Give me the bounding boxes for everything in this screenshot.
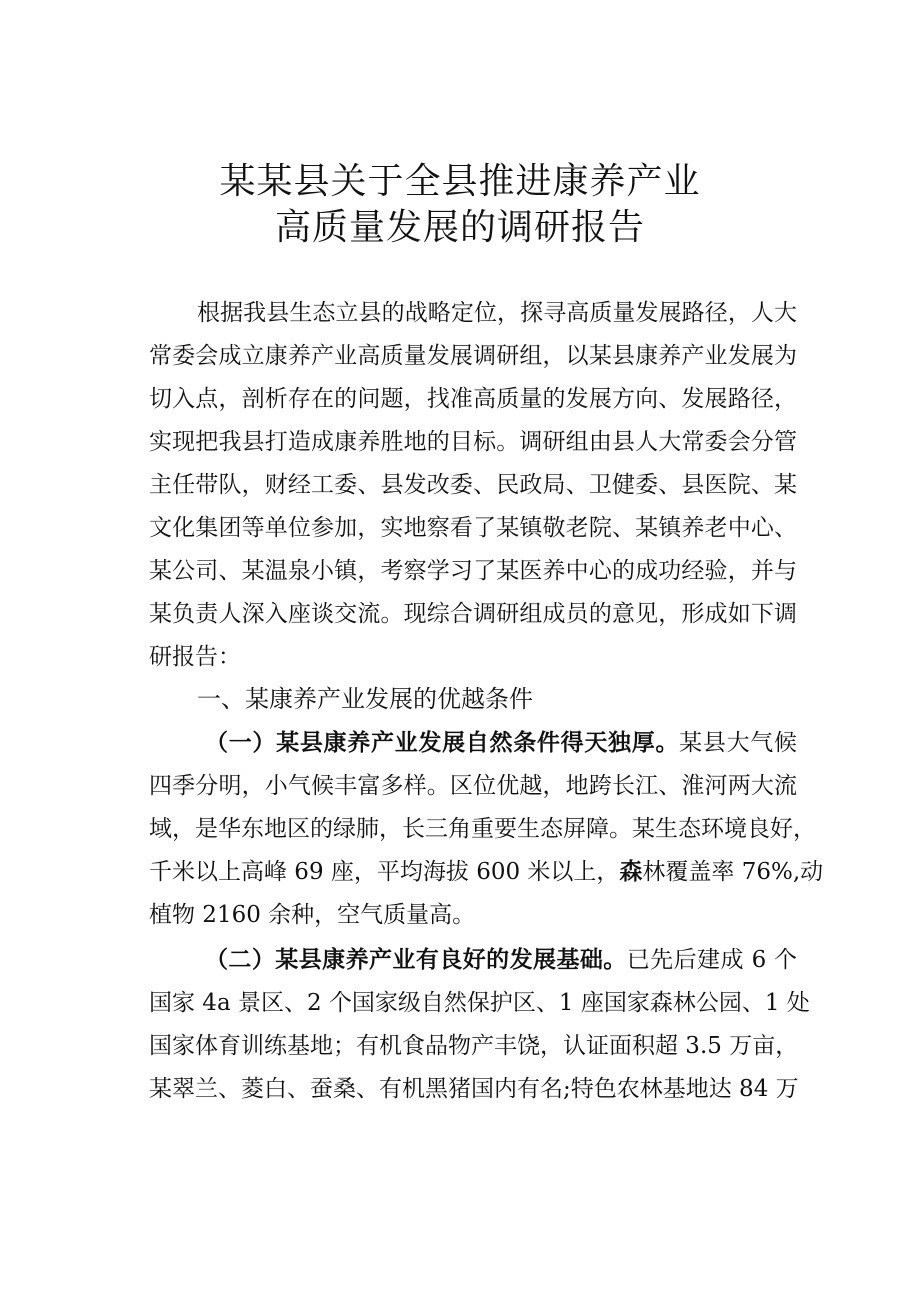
intro-line-3: 切入点，剖析存在的问题，找准高质量的发展方向、发展路径， (149, 386, 797, 412)
sub-2-line-1-rest: 已先后建成 6 个 (626, 947, 797, 973)
intro-line-6: 文化集团等单位参加，实地察看了某镇敬老院、某镇养老中心、 (149, 515, 797, 541)
intro-line-7: 某公司、某温泉小镇，考察学习了某医养中心的成功经验，并与 (149, 558, 797, 584)
sub-2-line-3: 国家体育训练基地；有机食品物产丰饶，认证面积超 3.5 万亩， (149, 1033, 799, 1059)
sub-1-line-1 (205, 728, 797, 758)
sub-1-line-4-a: 千米以上高峰 69 座，平均海拔 600 米以上， (149, 859, 620, 885)
intro-line-1: 根据我县生态立县的战略定位，探寻高质量发展路径，人大 (197, 300, 797, 326)
sub-2-line-2: 国家 4a 景区、2 个国家级自然保护区、1 座国家森林公园、1 处 (149, 990, 810, 1016)
sub-1-line-4 (149, 857, 824, 887)
sub-1-line-5: 植物 2160 余种，空气质量高。 (149, 902, 476, 928)
report-title-line-2: 高质量发展的调研报告 (274, 207, 645, 248)
section-1-heading: 一、某康养产业发展的优越条件 (197, 685, 533, 713)
intro-line-5: 主任带队，财经工委、县发改委、民政局、卫健委、县医院、某 (149, 472, 797, 498)
intro-line-8: 某负责人深入座谈交流。现综合调研组成员的意见，形成如下调 (149, 601, 797, 627)
sub-2-bold-title: （二）某县康养产业有良好的发展基础。 (205, 946, 627, 973)
sub-1-line-2: 四季分明，小气候丰富多样。区位优越，地跨长江、淮河两大流 (149, 773, 797, 799)
sub-1-bold-title: （一）某县康养产业发展自然条件得天独厚。 (205, 729, 680, 756)
intro-line-4: 实现把我县打造成康养胜地的目标。调研组由县人大常委会分管 (149, 429, 797, 455)
sub-1-line-3: 域，是华东地区的绿肺，长三角重要生态屏障。某生态环境良好， (149, 816, 816, 842)
intro-line-9: 研报告： (149, 644, 241, 670)
sub-2-line-4: 某翠兰、菱白、蚕桑、有机黑猪国内有名;特色农林基地达 84 万 (149, 1076, 799, 1102)
sub-1-line-4-b: 林覆盖率 76%,动 (642, 859, 824, 885)
sub-2-line-1 (205, 945, 797, 975)
sub-1-line-1-rest: 某县大气候 (679, 730, 798, 756)
intro-line-2: 常委会成立康养产业高质量发展调研组，以某县康养产业发展为 (149, 343, 797, 369)
report-title-line-1: 某某县关于全县推进康养产业 (219, 161, 701, 202)
sub-1-line-4-bold: 森 (619, 858, 643, 885)
